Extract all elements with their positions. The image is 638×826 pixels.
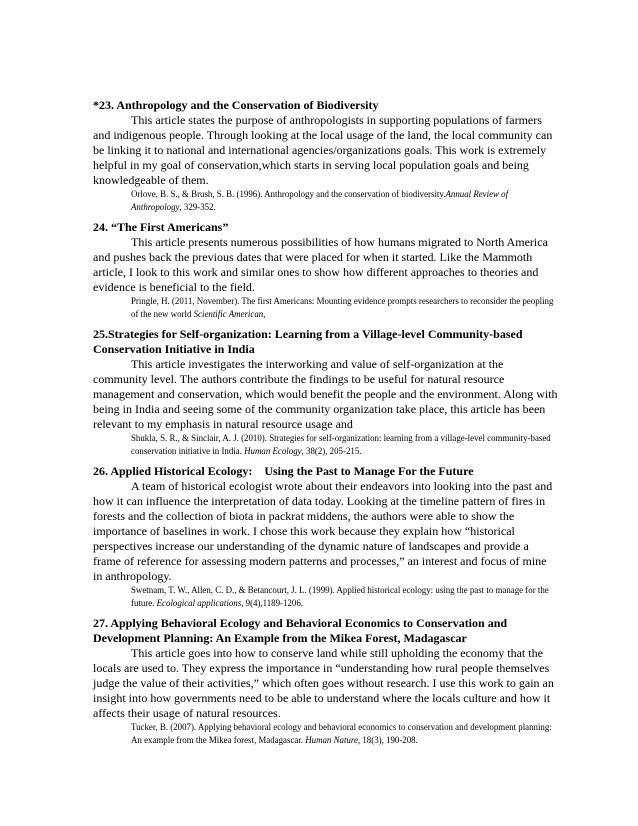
citation-journal: Human Ecology [244,445,302,456]
entry-summary: This article presents numerous possibilities of how humans migrated to North America and pushes back the previous dates that were placed for when it started. Like the Mammoth article, I look to this work and similar ones to show how different approaches to theories and evidence is beneficial to the field. [93,235,548,294]
citation-journal: Annual Review of Anthropology [131,189,509,212]
bibliography [93,98,558,753]
entry-citation [131,295,558,320]
entry-citation [131,584,558,609]
citation-text: Orlove, B. S., & Brush, S. B. (1996). Anthropology and the conservation of biodiversity. [131,189,446,199]
citation-journal: Ecological applications [156,597,242,608]
entry-citation [131,188,558,213]
entry-24 [93,220,558,320]
citation-pages: , 18(3), 190-208. [357,734,418,745]
entry-title: 25.Strategies for Self-organization: Learning from a Village-level Community-based Conservation Initiative in India [93,327,523,356]
citation-journal: Human Nature [305,734,358,745]
entry-23 [93,98,558,213]
citation-text: Swetnam, T. W., Allen, C. D., & Betancourt, J. L. (1999). Applied historical ecology: using the past to manage for the future. [131,585,549,608]
entry-summary: This article states the purpose of anthropologists in supporting populations of farmers and indigenous people. Through looking at the local usage of the land, the local community can be linking it to national and international agencies/organizations goals. This work is extremely helpful in my goal of conservation,which starts in serving local population goals and being knowledgeable of them. [93,113,553,187]
entry-summary: A team of historical ecologist wrote about their endeavors into looking into the past and how it can influence the interpretation of data today. Looking at the timeline pattern of fires in forests and the collection of biota in packrat middens, the authors were able to show the importance of baselines in work. I chose this work because they explain how “historical perspectives increase our understanding of the dynamic nature of landscapes and provide a frame of reference for assessing modern patterns and processes,” an interest and focus of mine in anthropology. [93,479,553,583]
entry-25 [93,327,558,457]
entry-summary: This article investigates the interworking and value of self-organization at the community level. The authors contribute the findings to be useful for natural resource management and conservation, which would benefit the people and the environment. Along with being in India and seeing some of the community organization take place, this article has been relevant to my emphasis in natural resource usage and [93,357,558,431]
entry-title: 27. Applying Behavioral Ecology and Behavioral Economics to Conservation and Development Planning: An Example from the Mikea Forest, Madagascar [93,616,508,645]
entry-summary: This article goes into how to conserve land while still upholding the economy that the locals are used to. They express the importance in “understanding how rural people themselves judge the value of their activities,” which often goes without research. I use this work to gain an insight into how governments need to be able to understand where the locals culture and how it affects their usage of natural resources. [93,646,554,720]
citation-text: Shukla, S. R., & Sinclair, A. J. (2010). Strategies for self-organization: learning from a village-level community-based conservation initiative in India. [131,433,551,456]
entry-citation [131,432,558,457]
entry-citation [131,721,558,746]
entry-title: 26. Applied Historical Ecology: Using the Past to Manage For the Future [93,464,474,478]
citation-pages: , [263,308,266,319]
citation-pages: , 9(4),1189-1206. [241,597,303,608]
citation-journal: Scientific American [193,308,264,319]
entry-27 [93,616,558,746]
entry-26 [93,464,558,609]
citation-text: Pringle, H. (2011, November). The first Americans: Mounting evidence prompts researchers to reconsider the peopling of the new world [131,296,554,319]
citation-pages: , 329-352. [179,201,216,212]
entry-title: *23. Anthropology and the Conservation of Biodiversity [93,98,379,112]
entry-title: 24. “The First Americans” [93,220,229,234]
citation-pages: , 38(2), 205-215. [301,445,362,456]
citation-text: Tucker, B. (2007). Applying behavioral ecology and behavioral economics to conservation and development planning: An example from the Mikea forest, Madagascar. [131,722,552,745]
